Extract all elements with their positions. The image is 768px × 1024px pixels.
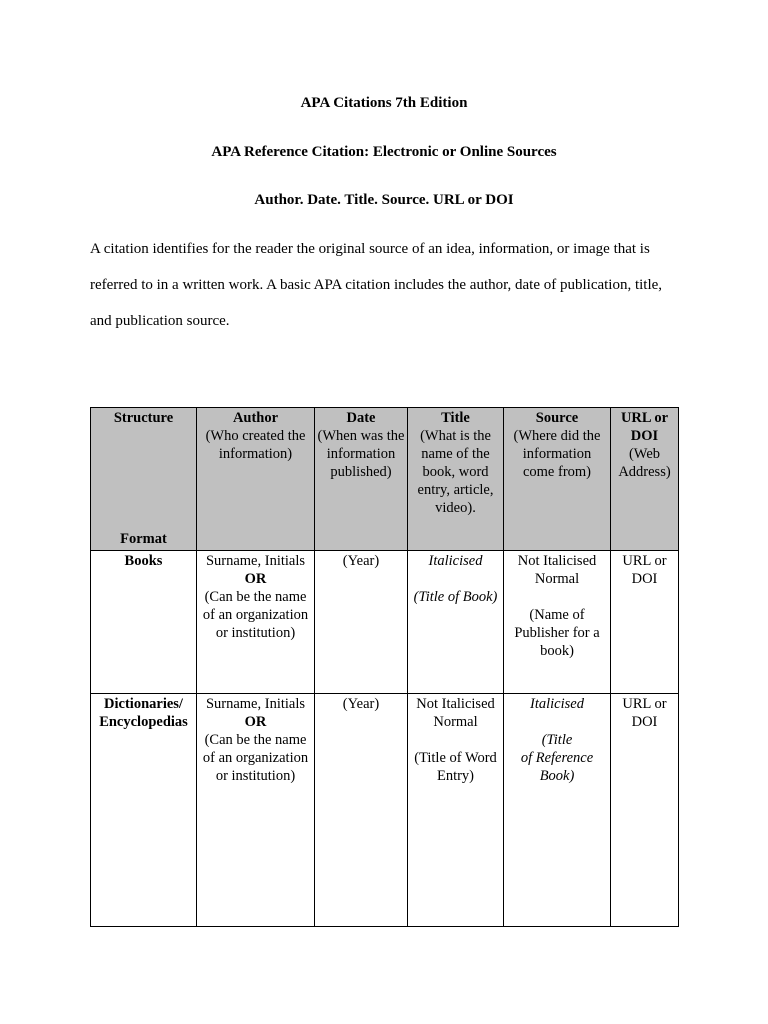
row-label-books: Books — [124, 553, 163, 569]
header-source-cell — [504, 408, 611, 551]
header-title-title: Title — [441, 410, 470, 426]
source-style: Italicised — [530, 696, 584, 712]
citation-pattern: Author. Date. Title. Source. URL or DOI — [254, 192, 514, 208]
paragraph-line: A citation identifies for the reader the original source of an idea, information, or image that is — [90, 241, 650, 257]
table-row — [91, 694, 679, 927]
paragraph-line: and publication source. — [90, 313, 230, 329]
header-format-label: Format — [120, 531, 167, 547]
author-cell — [197, 551, 315, 694]
date-cell — [315, 694, 408, 927]
header-title-desc: (What is the name of the book, word entry, article, video). — [417, 428, 494, 516]
document-title: APA Citations 7th Edition — [300, 95, 468, 111]
row-label-cell — [91, 551, 197, 694]
url-value: URL or DOI — [622, 553, 667, 587]
header-date-title: Date — [346, 410, 376, 426]
url-cell — [611, 551, 679, 694]
header-source-desc: (Where did the information come from) — [513, 428, 601, 480]
header-url-cell — [611, 408, 679, 551]
header-url-desc: (Web Address) — [618, 446, 671, 480]
header-url-title: URL or DOI — [620, 410, 669, 444]
title-cell — [408, 694, 504, 927]
author-name: Surname, Initials — [205, 553, 306, 569]
header-source-title: Source — [535, 410, 579, 426]
url-value: URL or DOI — [622, 696, 667, 730]
table-row — [91, 551, 679, 694]
date-value: (Year) — [342, 696, 380, 712]
source-style: Normal — [534, 571, 580, 587]
header-author-cell — [197, 408, 315, 551]
source-cell — [504, 694, 611, 927]
date-cell — [315, 551, 408, 694]
header-title-cell — [408, 408, 504, 551]
author-name: Surname, Initials — [205, 696, 306, 712]
author-alt: (Can be the name of an organization or institution) — [202, 589, 309, 641]
source-desc: of Reference Book) — [520, 750, 594, 784]
header-author-title: Author — [232, 410, 279, 426]
title-cell — [408, 551, 504, 694]
source-desc: (Title — [541, 732, 573, 748]
url-cell — [611, 694, 679, 927]
source-cell — [504, 551, 611, 694]
title-style: Not Italicised — [416, 696, 495, 712]
row-label-dictionaries: Dictionaries/ Encyclopedias — [99, 696, 188, 730]
document-subtitle: APA Reference Citation: Electronic or Online Sources — [211, 144, 557, 160]
citation-table — [90, 407, 679, 927]
title-desc: (Title of Book) — [413, 589, 498, 605]
table-header-row — [91, 408, 679, 551]
source-desc: (Name of Publisher for a book) — [514, 607, 600, 659]
date-value: (Year) — [342, 553, 380, 569]
row-label-cell — [91, 694, 197, 927]
author-or: OR — [244, 714, 267, 730]
header-author-desc: (Who created the information) — [205, 428, 306, 462]
title-style: Italicised — [428, 553, 483, 569]
source-style: Not Italicised — [517, 553, 597, 569]
header-date-cell — [315, 408, 408, 551]
header-date-desc: (When was the information published) — [317, 428, 405, 480]
header-structure-cell — [91, 408, 197, 551]
paragraph-line: referred to in a written work. A basic APA citation includes the author, date of publication, title, — [90, 277, 663, 293]
title-style: Normal — [433, 714, 478, 730]
author-or: OR — [244, 571, 267, 587]
author-alt: (Can be the name of an organization or institution) — [202, 732, 309, 784]
author-cell — [197, 694, 315, 927]
header-structure-label: Structure — [113, 410, 174, 426]
title-desc: (Title of Word Entry) — [414, 750, 497, 784]
